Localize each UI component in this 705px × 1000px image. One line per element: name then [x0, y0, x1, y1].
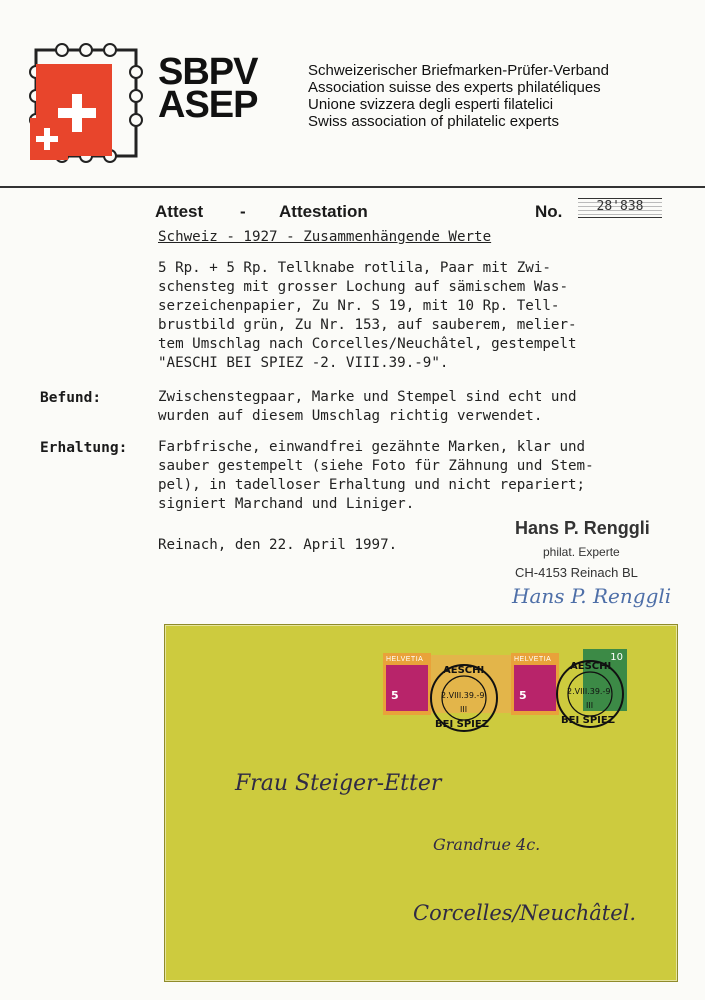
befund-line: Zwischenstegpaar, Marke und Stempel sind echt und	[158, 389, 577, 405]
certificate-number: 28'838	[578, 198, 662, 218]
befund-label: Befund:	[40, 390, 102, 406]
address-city: Corcelles/Neuchâtel.	[413, 901, 637, 925]
address-recipient: Frau Steiger-Etter	[235, 771, 442, 796]
befund-line: wurden auf diesem Umschlag richtig verwendet.	[158, 408, 543, 424]
stamp-5rp-left	[383, 653, 431, 715]
postmark-place: BEI SPIEZ	[561, 715, 615, 726]
erhaltung-text	[158, 438, 594, 514]
header-divider	[0, 186, 705, 188]
stamp-value: 10	[610, 652, 623, 663]
description-line: serzeichenpapier, Zu Nr. S 19, mit 10 Rp. Tell-	[158, 298, 560, 314]
erhaltung-line: Farbfrische, einwandfrei gezähnte Marken, klar und	[158, 439, 586, 455]
erhaltung-line: pel), in tadelloser Erhaltung und nicht repariert;	[158, 477, 586, 493]
address-street: Grandrue 4c.	[433, 835, 541, 854]
postmark-number: III	[586, 701, 594, 710]
association-names	[308, 62, 609, 130]
place-date: Reinach, den 22. April 1997.	[158, 537, 398, 553]
erhaltung-label: Erhaltung:	[40, 440, 128, 456]
description-line: 5 Rp. + 5 Rp. Tellknabe rotlila, Paar mit Zwi-	[158, 260, 551, 276]
stamp-country-text: HELVETIA	[386, 656, 424, 663]
postmark-number: III	[460, 705, 468, 714]
postmark-town: AESCHI	[443, 665, 485, 676]
association-en: Swiss association of philatelic experts	[308, 113, 559, 130]
envelope-photo	[164, 624, 678, 982]
association-fr: Association suisse des experts philatéliques	[308, 79, 601, 96]
postmark-date: 2.VIII.39.-9	[441, 691, 485, 700]
description-line: schensteg mit grosser Lochung auf sämischem Was-	[158, 279, 568, 295]
erhaltung-line: signiert Marchand und Liniger.	[158, 496, 415, 512]
certificate-subject: Schweiz - 1927 - Zusammenhängende Werte	[158, 229, 492, 245]
expert-signature: Hans P. Renggli	[512, 584, 672, 608]
expert-address: CH-4153 Reinach BL	[515, 565, 638, 580]
association-it: Unione svizzera degli esperti filatelici	[308, 96, 554, 113]
description-line: "AESCHI BEI SPIEZ -2. VIII.39.-9".	[158, 355, 449, 371]
title-attest: Attest	[155, 202, 204, 221]
brand-line-2: ASEP	[158, 84, 258, 126]
expert-title: philat. Experte	[543, 545, 620, 559]
stamp-country-text: HELVETIA	[514, 656, 552, 663]
expert-block	[515, 518, 650, 580]
title-attestation: Attestation	[279, 202, 368, 221]
title-dash: -	[240, 202, 246, 221]
description-line: tem Umschlag nach Corcelles/Neuchâtel, gestempelt	[158, 336, 577, 352]
brand-acronym	[158, 51, 258, 126]
stamp-value: 5	[519, 689, 527, 702]
association-de: Schweizerischer Briefmarken-Prüfer-Verband	[308, 62, 609, 79]
brand-line-1: SBPV	[158, 51, 258, 93]
postmark-date: 2.VIII.39.-9	[567, 687, 611, 696]
description	[158, 259, 577, 373]
description-line: brustbild grün, Zu Nr. 153, auf sauberem, melier-	[158, 317, 577, 333]
postmark-town: AESCHI	[570, 661, 612, 672]
sbpv-logo	[22, 24, 152, 174]
expert-name: Hans P. Renggli	[515, 518, 650, 538]
stamp-value: 5	[391, 689, 399, 702]
stamp-5rp-right	[511, 653, 559, 715]
befund-text	[158, 388, 577, 426]
number-label: No.	[535, 202, 563, 221]
erhaltung-line: sauber gestempelt (siehe Foto für Zähnung und Stem-	[158, 458, 594, 474]
postmark-place: BEI SPIEZ	[435, 719, 489, 730]
